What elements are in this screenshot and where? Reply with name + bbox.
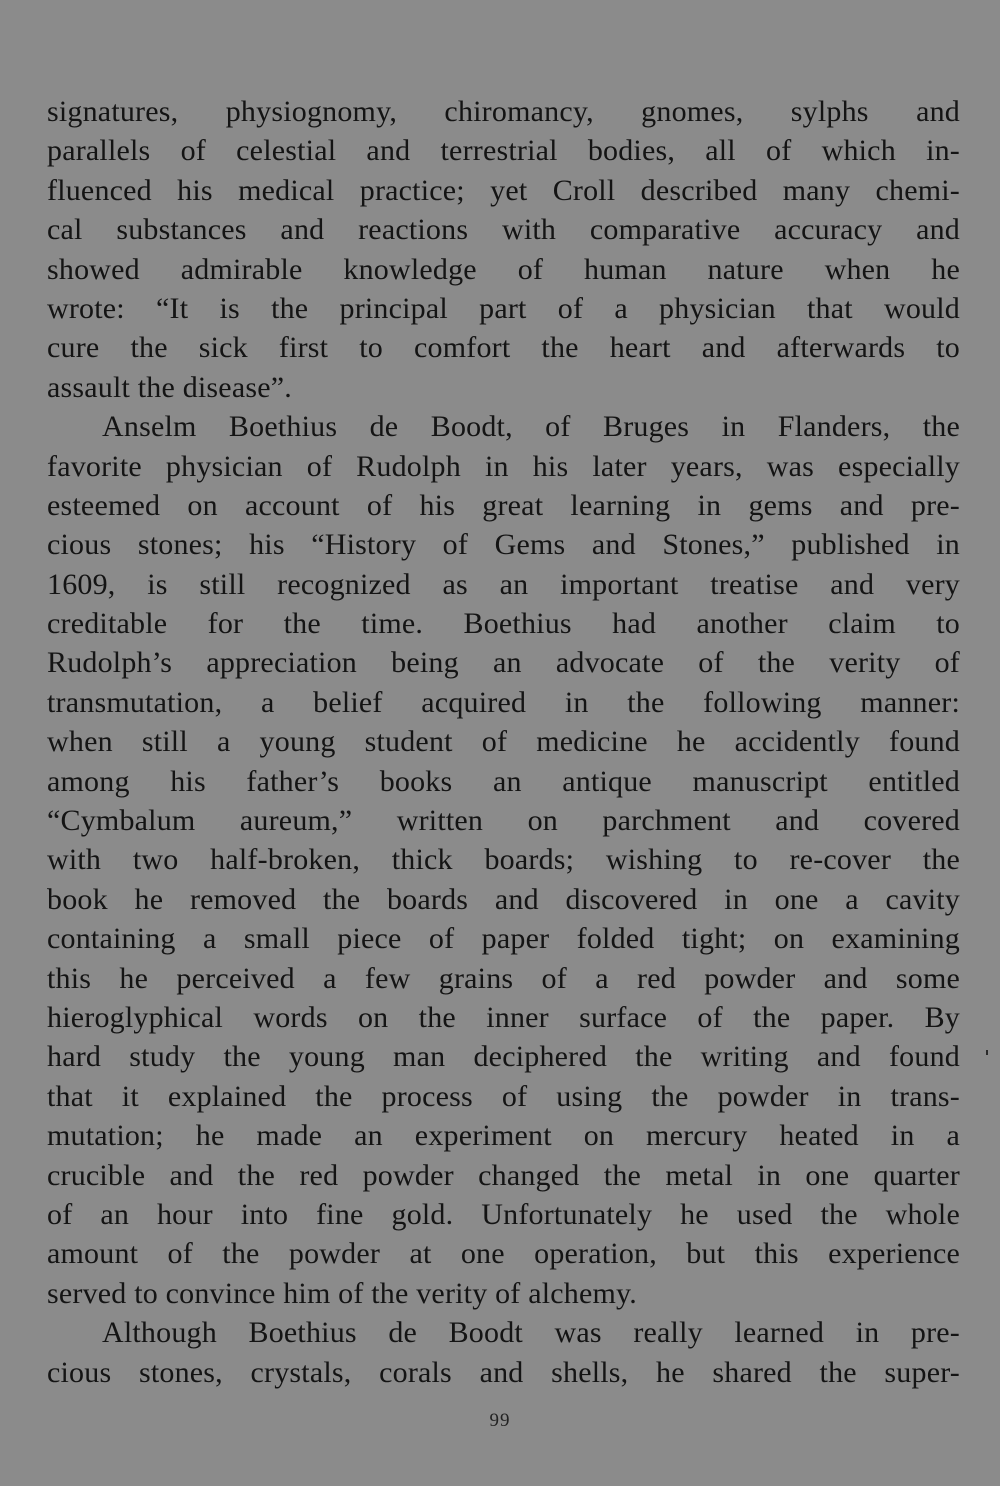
text-line: favorite physician of Rudolph in his later years, was especially <box>47 449 960 483</box>
text-line: creditable for the time. Boethius had another claim to <box>47 607 960 641</box>
text-line: fluenced his medical practice; yet Croll described many chemi- <box>47 173 960 207</box>
text-line: Rudolph’s appreciation being an advocate of the verity of <box>47 646 960 680</box>
text-line: among his father’s books an antique manuscript entitled <box>47 764 960 798</box>
text-line: that it explained the process of using the powder in trans- <box>47 1079 960 1113</box>
text-line: parallels of celestial and terrestrial bodies, all of which in- <box>47 134 960 168</box>
text-line: assault the disease”. <box>47 370 292 404</box>
text-line: served to convince him of the verity of alchemy. <box>47 1276 637 1310</box>
text-line: hieroglyphical words on the inner surface of the paper. By <box>47 1000 960 1034</box>
text-line: cious stones, crystals, corals and shells, he shared the super- <box>47 1355 960 1389</box>
text-line: Anselm Boethius de Boodt, of Bruges in Flanders, the <box>102 410 960 444</box>
text-line: Although Boethius de Boodt was really learned in pre- <box>102 1316 960 1350</box>
text-line: “Cymbalum aureum,” written on parchment and covered <box>47 804 960 838</box>
text-line: showed admirable knowledge of human nature when he <box>47 252 960 286</box>
body-text <box>47 92 960 1392</box>
text-line: transmutation, a belief acquired in the following manner: <box>47 685 960 719</box>
text-line: hard study the young man deciphered the writing and found <box>47 1040 960 1074</box>
text-line: cious stones; his “History of Gems and Stones,” published in <box>47 528 960 562</box>
text-line: book he removed the boards and discovered in one a cavity <box>47 882 960 916</box>
text-line: cal substances and reactions with comparative accuracy and <box>47 213 960 247</box>
text-line: this he perceived a few grains of a red powder and some <box>47 961 960 995</box>
text-line: when still a young student of medicine he accidently found <box>47 725 960 759</box>
text-line: crucible and the red powder changed the metal in one quarter <box>47 1158 960 1192</box>
text-line: of an hour into fine gold. Unfortunately he used the whole <box>47 1197 960 1231</box>
text-line: 1609, is still recognized as an important treatise and very <box>47 567 960 601</box>
text-line: containing a small piece of paper folded tight; on examining <box>47 922 960 956</box>
text-line: mutation; he made an experiment on mercury heated in a <box>47 1119 960 1153</box>
text-line: signatures, physiognomy, chiromancy, gnomes, sylphs and <box>47 95 960 128</box>
page-number: 99 <box>489 1410 511 1431</box>
text-line: cure the sick first to comfort the heart and afterwards to <box>47 331 960 365</box>
text-line: with two half-broken, thick boards; wishing to re-cover the <box>47 843 960 877</box>
text-line: wrote: “It is the principal part of a physician that would <box>47 291 960 325</box>
text-line: amount of the powder at one operation, but this experience <box>47 1237 960 1271</box>
print-speck <box>986 1050 988 1055</box>
text-line: esteemed on account of his great learning in gems and pre- <box>47 488 960 522</box>
